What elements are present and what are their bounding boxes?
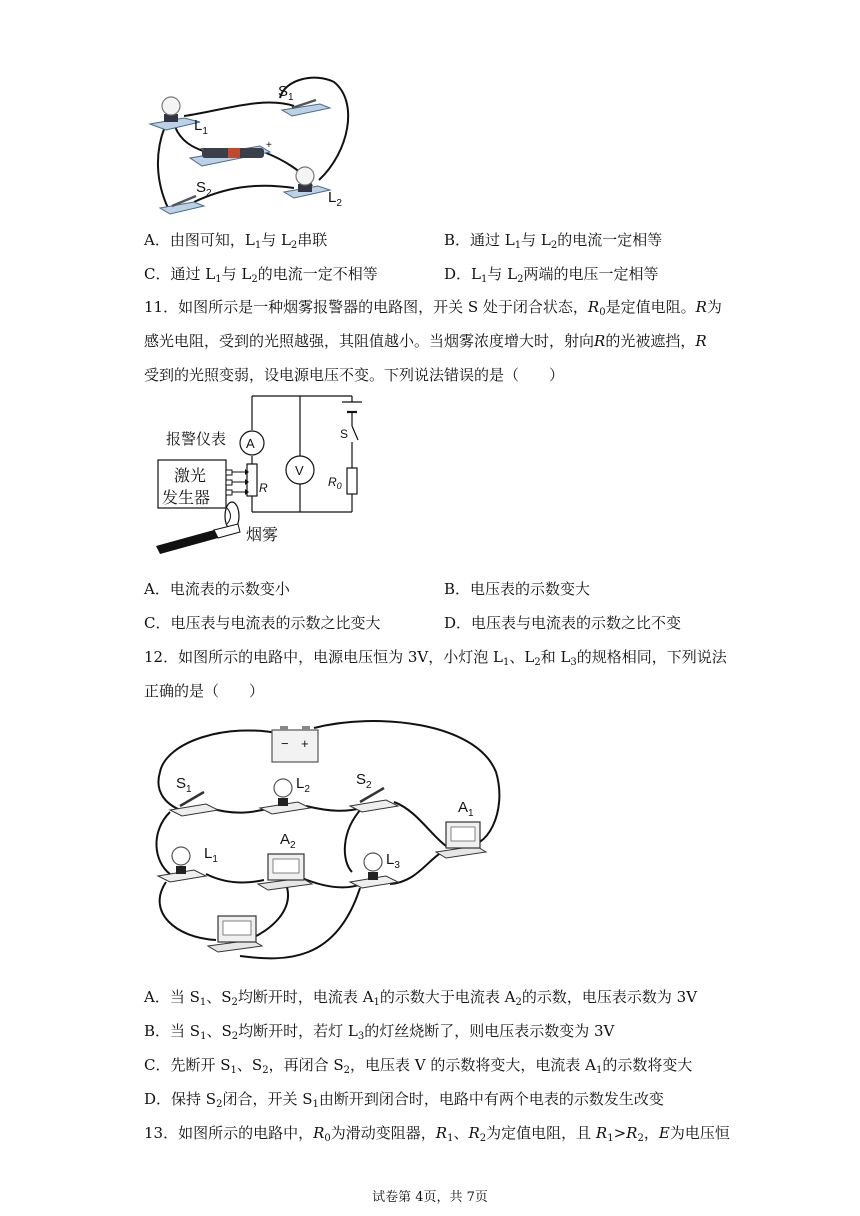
q12-option-d[interactable]: D．保持 $S_2$闭合，开关 $S_1$由断开到闭合时，电路中有两个电表的示数发生改变 [144, 1090, 664, 1110]
q12-circuit-figure [146, 712, 516, 970]
q11-option-a[interactable]: A．电流表的示数变小 [144, 580, 290, 598]
q11-label-laser1: 激光 [174, 468, 207, 485]
q11-stem-line1: 11．如图所示是一种烟雾报警器的电路图，开关 S 处于闭合状态，$R_0$是定值电阻。R为 [144, 298, 722, 318]
q12-stem-line1: 12．如图所示的电路中，电源电压恒为 3V，小灯泡 $L_1$、$L_2$和 $L_3$的规格相同，下列说法 [144, 648, 727, 668]
q10-label-l2: $L_2$ [328, 189, 342, 209]
q10-label-s2: $S_2$ [196, 179, 212, 199]
q12-stem-line2: 正确的是（ ） [144, 682, 265, 700]
q12-label-a2: $A_2$ [280, 831, 296, 851]
q11-label-laser2: 发生器 [162, 490, 211, 507]
q11-option-b[interactable]: B．电压表的示数变大 [444, 580, 591, 598]
q11-label-r: R [259, 481, 268, 495]
q12-label-l2: $L_2$ [296, 775, 310, 795]
q12-option-a[interactable]: A．当 $S_1$、$S_2$均断开时，电流表 $A_1$的示数大于电流表 $A_2$的示数，电压表示数为 3V [144, 988, 698, 1008]
q12-label-minus: − [281, 736, 289, 751]
q12-label-plus: + [301, 736, 309, 751]
q11-label-ammeter: A [246, 436, 255, 451]
q11-option-c[interactable]: C．电压表与电流表的示数之比变大 [144, 614, 381, 632]
q10-option-a[interactable]: A．由图可知，$L_1$与 $L_2$串联 [144, 231, 328, 251]
page-footer: 试卷第 4页，共 7页 [372, 1190, 488, 1205]
q11-label-alarm: 报警仪表 [166, 431, 227, 448]
q13-stem-line1: 13．如图所示的电路中，$R_0$为滑动变阻器，$R_1$、$R_2$为定值电阻，且 $R_1>R_2$，E为电压恒 [144, 1124, 730, 1144]
q10-option-d[interactable]: D．$L_1$与 $L_2$两端的电压一定相等 [444, 265, 659, 285]
q10-circuit-figure [144, 72, 364, 220]
q12-label-s2: $S_2$ [356, 771, 372, 791]
q10-option-b[interactable]: B．通过 $L_1$与 $L_2$的电流一定相等 [444, 231, 663, 251]
q11-label-switch: S [340, 427, 349, 441]
q10-label-s1: $S_1$ [278, 83, 294, 103]
q10-label-minus: − [200, 144, 206, 155]
q11-stem-line2: 感光电阻，受到的光照越强，其阻值越小。当烟雾浓度增大时，射向R的光被遮挡，R [144, 332, 707, 350]
q11-label-r0: $R_0$ [328, 475, 342, 491]
q11-label-smoke: 烟雾 [246, 527, 279, 544]
q10-label-l1: $L_1$ [194, 117, 208, 137]
q12-option-b[interactable]: B．当 $S_1$、$S_2$均断开时，若灯 $L_3$的灯丝烧断了，则电压表示数变为 3V [144, 1022, 615, 1042]
q11-label-voltmeter: V [295, 463, 304, 478]
q12-option-c[interactable]: C．先断开 $S_1$、$S_2$，再闭合 $S_2$，电压表 V 的示数将变大，电流表 $A_1$的示数将变大 [144, 1056, 693, 1076]
q12-label-s1: $S_1$ [176, 775, 192, 795]
q11-smoke-alarm-figure [152, 384, 388, 556]
q11-option-d[interactable]: D．电压表与电流表的示数之比不变 [444, 614, 682, 632]
q11-stem-line3: 受到的光照变弱，设电源电压不变。下列说法错误的是（ ） [144, 366, 565, 384]
q10-option-c[interactable]: C．通过 $L_1$与 $L_2$的电流一定不相等 [144, 265, 378, 285]
q10-label-plus: + [266, 140, 272, 151]
q12-label-a1: $A_1$ [458, 799, 474, 819]
q12-label-l3: $L_3$ [386, 851, 400, 871]
q12-label-l1: $L_1$ [204, 845, 218, 865]
